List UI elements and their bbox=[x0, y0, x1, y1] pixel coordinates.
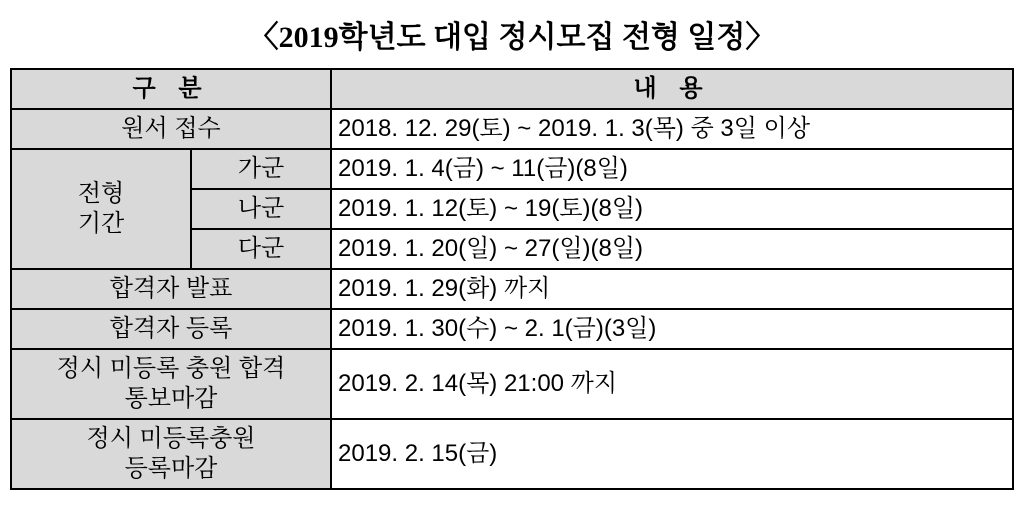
row-value-registration: 2019. 1. 30(수) ~ 2. 1(금)(3일) bbox=[331, 309, 1013, 349]
row-label-registration: 합격자 등록 bbox=[11, 309, 331, 349]
table-row bbox=[11, 349, 1013, 419]
table-row bbox=[11, 109, 1013, 149]
row-value-application: 2018. 12. 29(토) ~ 2019. 1. 3(목) 중 3일 이상 bbox=[331, 109, 1013, 149]
unregistered-notice-line1: 정시 미등록 충원 합격 bbox=[56, 355, 286, 382]
unregistered-registration-line1: 정시 미등록충원 bbox=[86, 425, 256, 452]
row-label-exam-period bbox=[11, 149, 191, 269]
table-row bbox=[11, 419, 1013, 489]
header-content: 내 용 bbox=[331, 69, 1013, 109]
table-row bbox=[11, 309, 1013, 349]
header-category: 구 분 bbox=[11, 69, 331, 109]
unregistered-notice-line2: 통보마감 bbox=[124, 385, 218, 412]
row-label-unregistered-notice bbox=[11, 349, 331, 419]
row-sublabel-group-ga: 가군 bbox=[191, 149, 331, 189]
row-value-unregistered-registration: 2019. 2. 15(금) bbox=[331, 419, 1013, 489]
row-value-group-ga: 2019. 1. 4(금) ~ 11(금)(8일) bbox=[331, 149, 1013, 189]
row-sublabel-group-da: 다군 bbox=[191, 229, 331, 269]
row-sublabel-group-na: 나군 bbox=[191, 189, 331, 229]
row-label-result-announcement: 합격자 발표 bbox=[11, 269, 331, 309]
page-title: 〈2019학년도 대입 정시모집 전형 일정〉 bbox=[248, 21, 776, 54]
exam-period-line2: 기간 bbox=[77, 210, 125, 237]
row-label-unregistered-registration bbox=[11, 419, 331, 489]
row-value-result-announcement: 2019. 1. 29(화) 까지 bbox=[331, 269, 1013, 309]
row-value-group-na: 2019. 1. 12(토) ~ 19(토)(8일) bbox=[331, 189, 1013, 229]
table-row bbox=[11, 269, 1013, 309]
row-value-group-da: 2019. 1. 20(일) ~ 27(일)(8일) bbox=[331, 229, 1013, 269]
exam-period-line1: 전형 bbox=[77, 180, 125, 207]
row-label-application: 원서 접수 bbox=[11, 109, 331, 149]
table-row bbox=[11, 149, 1013, 189]
unregistered-registration-line2: 등록마감 bbox=[124, 455, 218, 482]
admission-schedule-table bbox=[10, 68, 1014, 490]
row-value-unregistered-notice: 2019. 2. 14(목) 21:00 까지 bbox=[331, 349, 1013, 419]
table-header-row bbox=[11, 69, 1013, 109]
